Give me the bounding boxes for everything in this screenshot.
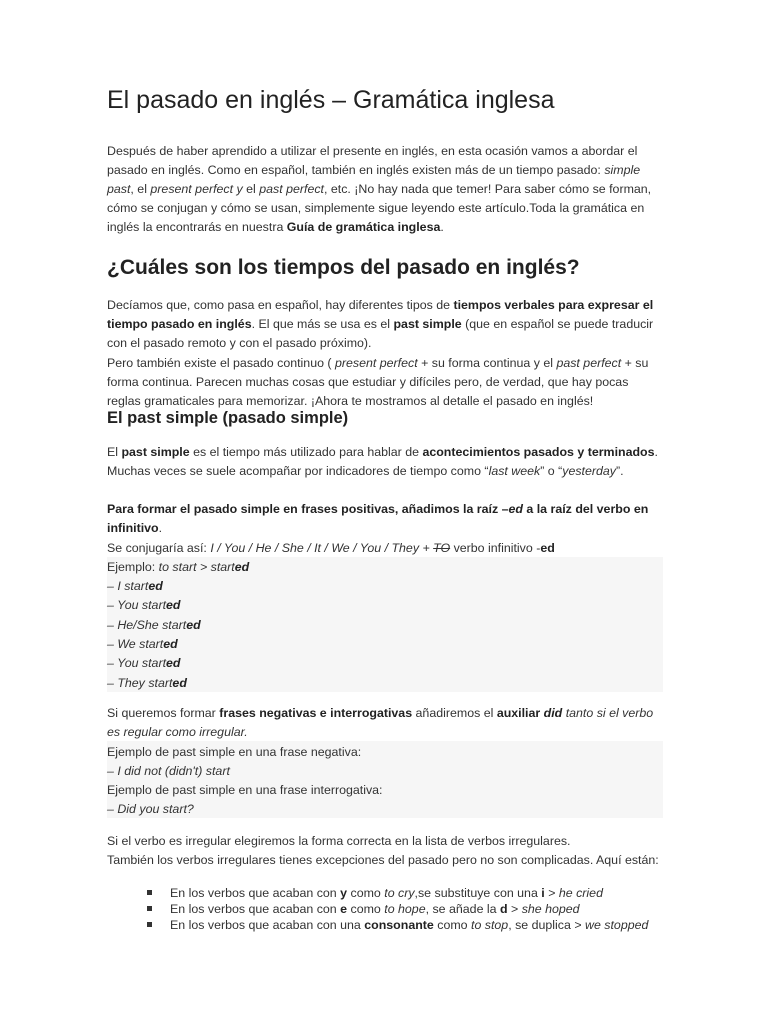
section2-paragraph-4: También los verbos irregulares tienes excepciones del pasado pero no son complicadas. Aquí están:: [107, 853, 659, 867]
conjugation-line: Se conjugaría así: I / You / He / She / It / We / You / They + TO verbo infinitivo -ed: [107, 541, 555, 555]
bullet-square-icon: [147, 906, 152, 911]
section1-paragraph-1: Decíamos que, como pasa en español, hay diferentes tipos de tiempos verbales para expresar el tiempo pasado en inglés. El que más se usa es el past simple (que en español se puede traducir con el pasado remoto y con el pasado próximo).: [107, 298, 654, 350]
example-row: – We started: [107, 636, 178, 651]
grammar-guide-link[interactable]: Guía de gramática inglesa: [286, 220, 441, 234]
list-item: En los verbos que acaban con y como to cry,se substituye con una i > he cried: [147, 885, 648, 901]
section2-paragraph-2: Si queremos formar frases negativas e interrogativas añadiremos el auxiliar did tanto si el verbo es regular como irregular.: [107, 706, 654, 739]
example-row: – They started: [107, 675, 187, 690]
section-heading-past-simple: El past simple (pasado simple): [107, 409, 349, 427]
example-row: – He/She started: [107, 617, 201, 632]
rule-paragraph: Para formar el pasado simple en frases positivas, añadimos la raíz –ed a la raíz del verbo en infinitivo.: [107, 502, 649, 535]
intro-paragraph: Después de haber aprendido a utilizar el presente en inglés, en esta ocasión vamos a abordar el pasado en inglés. Como en español, también en inglés existen más de un tiempo pasado: simple past, el present perfect y el past perfect, etc. ¡No hay nada que temer! Para saber cómo se forman, cómo se conjugan y cómo se usan, simplemente sigue leyendo este artículo.Toda la gramática en inglés la encontrarás en nuestra Guía de gramática inglesa.: [107, 144, 652, 234]
section2-paragraph-3: Si el verbo es irregular elegiremos la forma correcta en la lista de verbos irregulares.: [107, 834, 571, 848]
example-row: – I started: [107, 579, 163, 593]
bullet-square-icon: [147, 890, 152, 895]
list-item: En los verbos que acaban con una consonante como to stop, se duplica > we stopped: [147, 917, 648, 933]
interrogative-example-label: Ejemplo de past simple en una frase interrogativa:: [107, 783, 383, 797]
section1-paragraph-2: Pero también existe el pasado continuo ( present perfect + su forma continua y el past perfect + su forma continua. Parecen muchas cosas que estudiar y difíciles pero, de verdad, que hay pocas reglas gramaticales para memorizar. ¡Ahora te mostramos al detalle el pasado en inglés!: [107, 356, 649, 408]
list-item: En los verbos que acaban con e como to hope, se añade la d > she hoped: [147, 901, 648, 917]
negative-example: – I did not (didn't) start: [107, 764, 230, 778]
example-heading: Ejemplo: to start > started: [107, 560, 250, 574]
example-row: – You started: [107, 656, 181, 671]
page-title: El pasado en inglés – Gramática inglesa: [107, 86, 555, 114]
example-row: – You started: [107, 598, 181, 613]
negative-example-label: Ejemplo de past simple en una frase negativa:: [107, 745, 362, 759]
section2-paragraph-1: El past simple es el tiempo más utilizado para hablar de acontecimientos pasados y terminados. Muchas veces se suele acompañar por indicadores de tiempo como “last week” o “yesterday”.: [107, 445, 658, 478]
exceptions-list: [147, 885, 648, 933]
section-heading-past-tenses: ¿Cuáles son los tiempos del pasado en inglés?: [107, 256, 580, 279]
bullet-square-icon: [147, 922, 152, 927]
interrogative-example: – Did you start?: [107, 802, 194, 816]
